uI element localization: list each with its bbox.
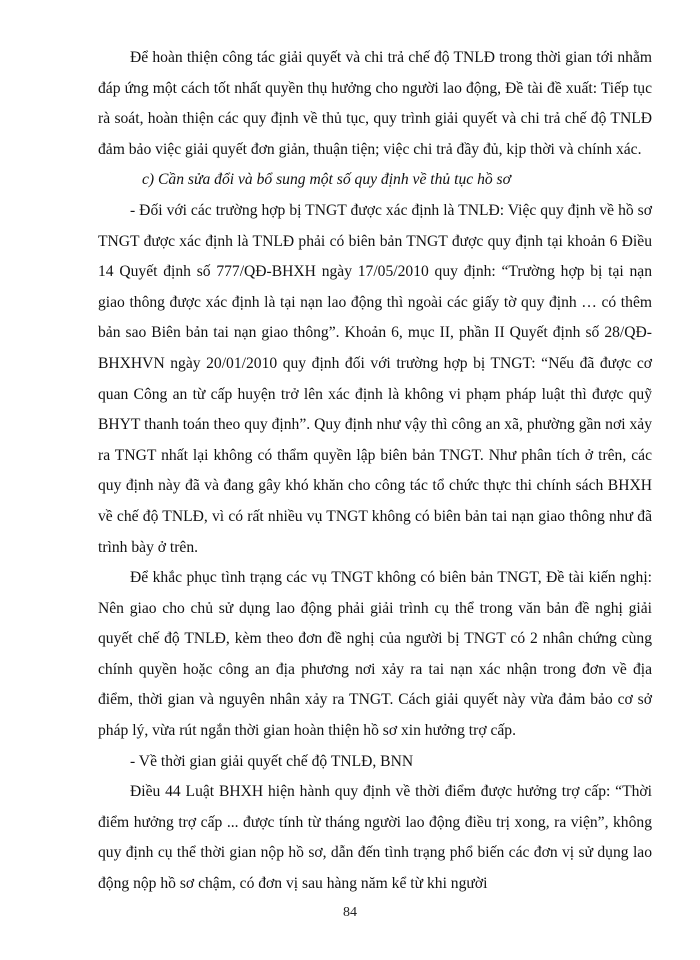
body-text	[98, 43, 652, 900]
section-heading-c: c) Cần sửa đổi và bổ sung một số quy định về thủ tục hồ sơ	[142, 171, 511, 189]
paragraph-settlement-time-heading: - Về thời gian giải quyết chế độ TNLĐ, BNN	[130, 752, 414, 770]
paragraph-recommendation: Để khắc phục tình trạng các vụ TNGT không có biên bản TNGT, Đề tài kiến nghị: Nên giao cho chủ sử dụng lao động phải giải trình cụ thể trong văn bản đề nghị giải quyết chế độ TNLĐ, kèm theo đơn đề nghị của người bị TNGT có 2 nhân chứng cùng chính quyền hoặc công an địa phương nơi xảy ra tai nạn xác nhận trong đơn về địa điểm, thời gian và nguyên nhân xảy ra TNGT. Cách giải quyết này vừa đảm bảo cơ sở pháp lý, vừa rút ngắn thời gian hoàn thiện hồ sơ xin hưởng trợ cấp.	[98, 569, 652, 740]
paragraph-tngt-records: - Đối với các trường hợp bị TNGT được xác định là TNLĐ: Việc quy định về hồ sơ TNGT được xác định là TNLĐ phải có biên bản TNGT được quy định tại khoản 6 Điều 14 Quyết định số 777/QĐ-BHXH ngày 17/05/2010 quy định: “Trường hợp bị tại nạn giao thông được xác định là tại nạn lao động thì ngoài các giấy tờ quy định … có thêm bản sao Biên bản tai nạn giao thông”. Khoản 6, mục II, phần II Quyết định số 28/QĐ-BHXHVN ngày 20/01/2010 quy định đối với trường hợp bị TNGT: “Nếu đã được cơ quan Công an từ cấp huyện trở lên xác định là không vi phạm pháp luật thì được quỹ BHYT thanh toán theo quy định”. Quy định như vậy thì công an xã, phường gần nơi xảy ra TNGT nhất lại không có thẩm quyền lập biên bản TNGT. Như phân tích ở trên, các quy định này đã và đang gây khó khăn cho công tác tổ chức thực thi chính sách BHXH về chế độ TNLĐ, vì có rất nhiều vụ TNGT không có biên bản tai nạn giao thông như đã trình bày ở trên.	[98, 201, 652, 556]
paragraph-article-44: Điều 44 Luật BHXH hiện hành quy định về thời điểm được hưởng trợ cấp: “Thời điểm hưởng trợ cấp ... được tính từ tháng người lao động điều trị xong, ra viện”, không quy định cụ thể thời gian nộp hồ sơ, dẫn đến tình trạng phổ biến các đơn vị sử dụng lao động nộp hồ sơ chậm, có đơn vị sau hàng năm kể từ khi người	[98, 783, 652, 893]
page-number: 84	[343, 905, 357, 920]
paragraph-proposal: Để hoàn thiện công tác giải quyết và chi trả chế độ TNLĐ trong thời gian tới nhằm đáp ứng một cách tốt nhất quyền thụ hưởng cho người lao động, Đề tài đề xuất: Tiếp tục rà soát, hoàn thiện các quy định về thủ tục, quy trình giải quyết và chi trả chế độ TNLĐ đảm bảo việc giải quyết đơn giản, thuận tiện; việc chi trả đầy đủ, kịp thời và chính xác.	[98, 49, 652, 158]
